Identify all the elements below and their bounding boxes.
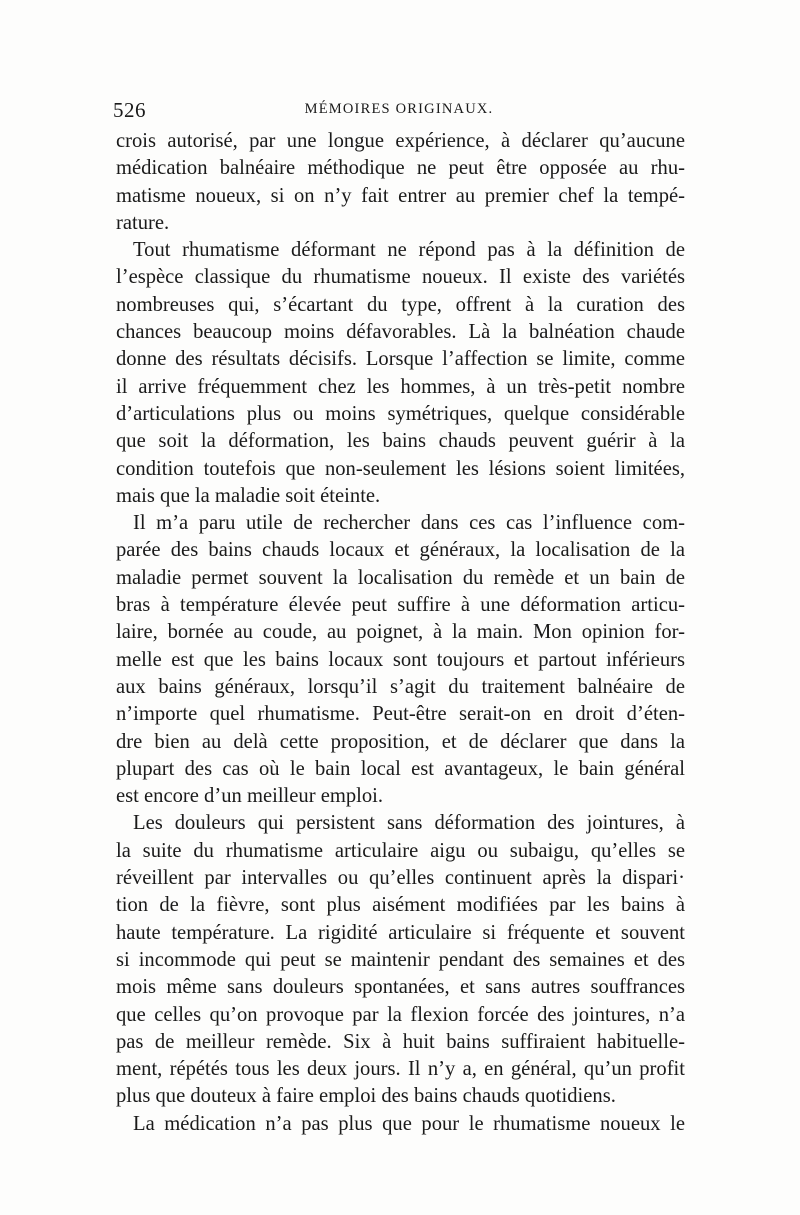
text-line: d’articulations plus ou moins symétriques, quelque considérable <box>116 402 685 425</box>
text-line: donne des résultats décisifs. Lorsque l’affection se limite, comme <box>116 348 685 371</box>
text-line: pas de meilleur remède. Six à huit bains suffiraient habituelle- <box>116 1030 685 1053</box>
text-line: Les douleurs qui persistent sans déformation des jointures, à <box>133 812 685 835</box>
text-line: que celles qu’on provoque par la flexion forcée des jointures, n’a <box>116 1003 685 1026</box>
text-line: est encore d’un meilleur emploi. <box>116 785 384 808</box>
text-line: haute température. La rigidité articulaire si fréquente et souvent <box>116 921 685 944</box>
text-line: chances beaucoup moins défavorables. Là la balnéation chaude <box>116 321 685 344</box>
text-line: plupart des cas où le bain local est avantageux, le bain général <box>116 757 685 780</box>
text-line: nombreuses qui, s’écartant du type, offrent à la curation des <box>116 293 685 316</box>
text-line: tion de la fièvre, sont plus aisément modifiées par les bains à <box>116 894 685 917</box>
body-text <box>116 128 685 1138</box>
text-line: bras à température élevée peut suffire à une déformation articu- <box>116 594 685 617</box>
text-line: mois même sans douleurs spontanées, et sans autres souffrances <box>116 976 685 999</box>
running-head-title: MÉMOIRES ORIGINAUX. <box>304 101 494 117</box>
text-line: crois autorisé, par une longue expérience, à déclarer qu’aucune <box>116 130 685 152</box>
text-line: ment, répétés tous les deux jours. Il n’y a, en général, qu’un profit <box>116 1058 685 1081</box>
text-line: maladie permet souvent la localisation du remède et un bain de <box>116 566 685 589</box>
running-head <box>113 98 685 122</box>
text-line: l’espèce classique du rhumatisme noueux. Il existe des variétés <box>116 266 685 289</box>
text-line: condition toutefois que non-seulement les lésions soient limitées, <box>116 457 685 480</box>
paragraph <box>116 237 685 510</box>
text-line: Tout rhumatisme déformant ne répond pas à la définition de <box>133 239 685 262</box>
text-line: rature. <box>116 211 170 234</box>
text-line: melle est que les bains locaux sont toujours et partout inférieurs <box>116 648 685 671</box>
text-line: dre bien au delà cette proposition, et de déclarer que dans la <box>116 730 685 753</box>
paragraph <box>116 510 685 810</box>
text-line: plus que douteux à faire emploi des bains chauds quotidiens. <box>116 1085 616 1108</box>
text-line: Il m’a paru utile de rechercher dans ces cas l’influence com- <box>133 512 685 535</box>
paragraph <box>116 810 685 1110</box>
text-line: La médication n’a pas plus que pour le rhumatisme noueux le <box>133 1112 685 1135</box>
text-line: médication balnéaire méthodique ne peut être opposée au rhu- <box>116 157 685 180</box>
page-number: 526 <box>113 98 146 122</box>
text-line: que soit la déformation, les bains chauds peuvent guérir à la <box>116 430 685 453</box>
text-line: aux bains généraux, lorsqu’il s’agit du traitement balnéaire de <box>116 675 685 698</box>
text-line: réveillent par intervalles ou qu’elles continuent après la dispari· <box>116 867 685 890</box>
text-line: si incommode qui peut se maintenir pendant des semaines et des <box>116 948 685 971</box>
paragraph <box>116 128 685 237</box>
text-line: n’importe quel rhumatisme. Peut-être serait-on en droit d’éten- <box>116 703 685 726</box>
text-line: il arrive fréquemment chez les hommes, à un très-petit nombre <box>116 375 685 398</box>
text-line: mais que la maladie soit éteinte. <box>116 484 381 507</box>
text-line: matisme noueux, si on n’y fait entrer au premier chef la tempé- <box>116 184 685 207</box>
text-line: la suite du rhumatisme articulaire aigu ou subaigu, qu’elles se <box>116 839 685 862</box>
text-line: parée des bains chauds locaux et généraux, la localisation de la <box>116 539 685 562</box>
paragraph <box>116 1111 685 1138</box>
text-line: laire, bornée au coude, au poignet, à la main. Mon opinion for- <box>116 621 685 644</box>
